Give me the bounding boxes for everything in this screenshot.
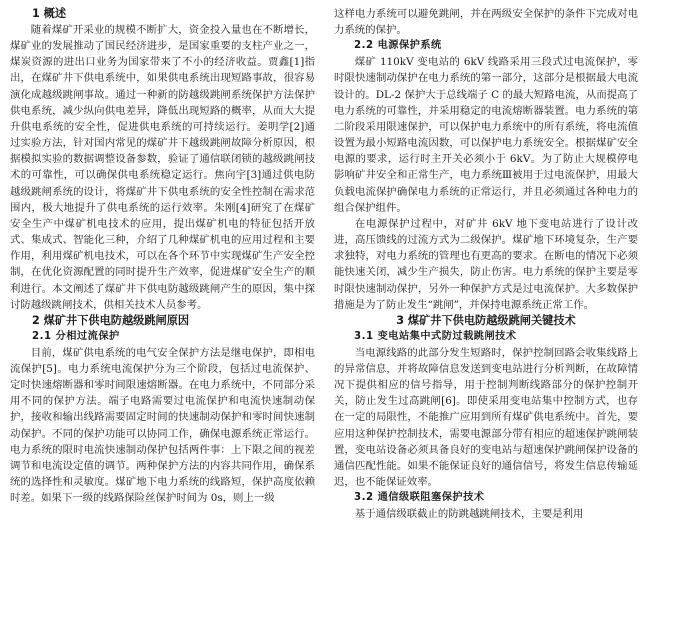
section-2-heading: 2 煤矿井下供电防越级跳闸原因 <box>32 313 190 327</box>
section-1-heading: 1 概述 <box>32 7 67 20</box>
section-2-2-heading: 2.2 电源保护系统 <box>354 40 442 52</box>
section-2-2-paragraph-1: 煤矿 110kV 变电站的 6kV 线路采用三段式过电流保护，零时限快速制动保护在电力系统的第一部分，这部分是根据最大电流设计的。DL-2 保护大于总线端子 C 的最大短路电流，从而提高了电力系统的可靠性，并采用稳定的电流熔断器装置。电力系统的第二阶段采用限速保护，可以保护电力系统中的所有系统，将电流值设置为最小短路电流因数，可以保护电力系统安全。根据煤矿安全电源的要求，运行时主开关必须小于 6kV。为了防止大规模停电影响矿井安全和正常生产，电力系统Ⅲ被用于过电流保护，用最大负载电流保护确保电力系统的正常运行，并且必须通过各种电力的组合保护组件。 <box>334 56 638 214</box>
section-3-heading: 3 煤矿井下供电防越级跳闸关键技术 <box>396 313 576 327</box>
section-3-2-heading: 3.2 通信级联阻塞保护技术 <box>354 492 485 504</box>
continued-paragraph: 这样电力系统可以避免跳闸，并在两级安全保护的条件下完成对电力系统的保护。 <box>334 8 638 37</box>
section-2-1-heading: 2.1 分相过流保护 <box>32 330 120 342</box>
section-1-paragraph: 随着煤矿开采业的规模不断扩大，资金投入量也在不断增长，煤矿业的发展推动了国民经济进步，是国家重要的支柱产业之一，煤炭资源的进出口业务为国家带来了不小的经济收益。贾鑫[1]指出，在煤矿井下供电系统中，如果供电系统出现短路事故，很容易演化成越级跳闸事故。通过一种新的防越级跳闸系统保护方法保护供电系统，减少纵向供电差异，降低出现短路的概率，从而大大提升供电系统的安全性，促进供电系统的可持续运行。姜明学[2]通过实验方法，针对国内常见的煤矿井下越级跳闸故障分析原因，根据模拟实验的数据调整设备参数，验证了通信联闭锁的越级跳闸技术的可靠性，可以确保供电系统稳定运行。焦向宇[3]通过供电防越级跳闸系统的设计，将煤矿井下供电系统的安全性控制在需求范围内，极大地提升了供电系统的运行效率。朱刚[4]研究了在煤矿安全生产中煤矿机电技术的应用，提出煤矿机电的特征包括开放式、集成式、智能化三种，介绍了几种煤矿机电的应用过程和主要作用，利用煤矿机电技术，可以在各个环节中实现煤矿生产安全控制，在优化资源配置的同时提升生产效率，促进煤矿安全生产的顺利进行。本文阐述了煤矿井下供电防越级跳闸产生的原因，集中探讨防越级跳闸技术，供相关技术人员参考。 <box>10 24 315 311</box>
section-3-1-paragraph: 当电源线路的此部分发生短路时，保护控制回路会收集线路上的异常信息，并将故障信息发送到变电站进行分析判断，在故障情况下提供相应的信号指导，用于控制判断线路部分的保护控制开关，防止发生过高跳闸[6]。即使采用变电站集中控制方式，也存在一定的局限性，不能推广应用到所有煤矿供电系统中。首先，要应用这种保护控制技术，需要电源部分带有相应的超速保护跳闸装置，变电站设备必须具备良好的变电站与超速保护跳闸保护设备的通信匹配性能。如果不能保证良好的通信信号，将发生信息传输延迟，也不能保证效率。 <box>334 346 638 489</box>
section-2-2-paragraph-2: 在电源保护过程中，对矿井 6kV 地下变电站进行了设计改进，高压馈线的过流方式为二级保护。煤矿地下环境复杂，生产要求独特，对电力系统的管理也有更高的要求。在断电的情况下必须能快速关闭，减少生产损失，防止伤害。电力系统的保护主要是零时限快速制动保护，另外一种保护方式是过电流保护。大多数保护措施是为了防止发生“跳闸”，并保持电源系统正常工作。 <box>334 217 638 311</box>
section-3-2-paragraph: 基于通信级联截止的防跳越跳闸技术，主要是利用 <box>354 508 584 521</box>
section-3-1-heading: 3.1 变电站集中式防过载跳闸技术 <box>354 330 517 342</box>
left-column <box>10 6 315 506</box>
right-column <box>334 6 638 522</box>
section-2-1-paragraph: 目前，煤矿供电系统的电气安全保护方法是继电保护，即相电流保护[5]。电力系统电流保护分为三个阶段，包括过电流保护、定时快速熔断器和零时间限速熔断器。在电力系统中，不同部分采用不同的保护方法。端子电路需要过电流保护和电流快速制动保护，接收和输出线路需要固定时间的快速制动保护和零时间快速制动保护。不同的保护功能可以协同工作，确保电源系统正常运行。电力系统的限时电流快速制动保护包括两件事：上下限之间的视差调节和电流设定值的调节。两种保护方法的内容共同作用，确保系统的选择性和灵敏度。煤矿地下电力系统的线路短，保护高度依赖时差。如果下一级的线路保险丝保护时间为 0s，则上一级 <box>10 346 315 505</box>
